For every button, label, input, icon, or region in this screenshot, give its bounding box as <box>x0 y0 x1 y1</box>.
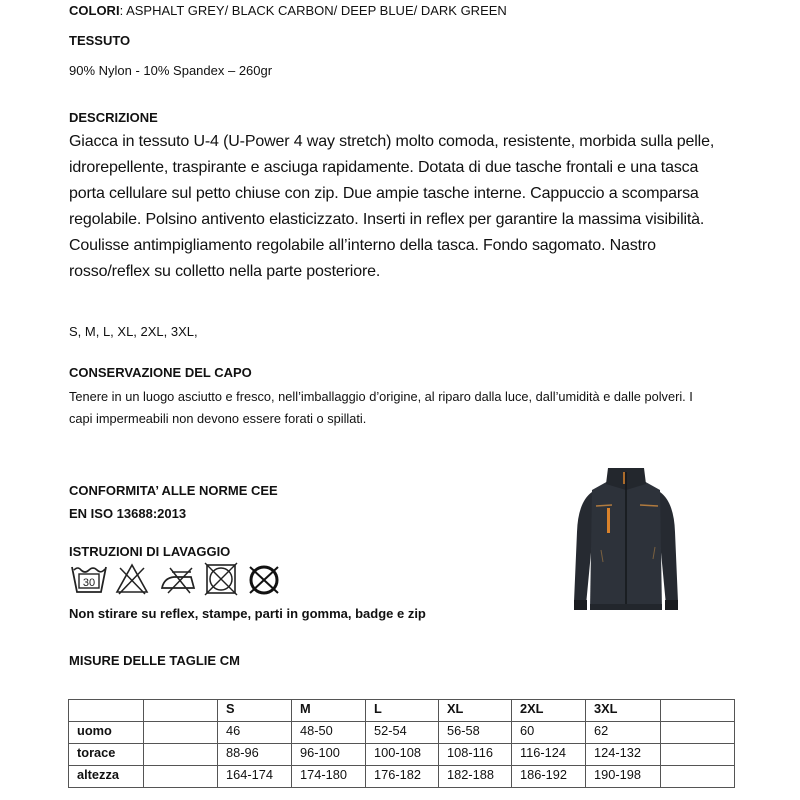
description-heading: DESCRIZIONE <box>69 110 158 125</box>
description-line: regolabile. Polsino antivento elasticizzato. Inserti in reflex per garantire la massima visibilità. <box>69 211 705 228</box>
description-line: Giacca in tessuto U-4 (U-Power 4 way stretch) molto comoda, resistente, morbida sulla pelle, <box>69 133 715 150</box>
jacket-image <box>570 462 682 624</box>
table-cell <box>144 722 218 744</box>
size-table-header-row <box>69 700 735 722</box>
header-cell <box>661 700 735 722</box>
care-heading: CONSERVAZIONE DEL CAPO <box>69 365 252 380</box>
table-cell: 182-188 <box>439 766 512 788</box>
wash-30-icon <box>70 562 108 596</box>
description-line: Coulisse antimpigliamento regolabile all’interno della tasca. Fondo sagomato. Nastro <box>69 237 656 254</box>
table-cell: 174-180 <box>292 766 366 788</box>
washing-heading: ISTRUZIONI DI LAVAGGIO <box>69 544 231 559</box>
header-cell-s: S <box>218 700 292 722</box>
table-cell: 56-58 <box>439 722 512 744</box>
no-bleach-icon <box>114 562 150 596</box>
table-cell: 48-50 <box>292 722 366 744</box>
table-cell: 190-198 <box>586 766 661 788</box>
fabric-composition: 90% Nylon - 10% Spandex – 260gr <box>69 63 273 78</box>
table-row-uomo <box>69 722 735 744</box>
description-text <box>69 129 769 285</box>
table-cell: 52-54 <box>366 722 439 744</box>
no-dry-clean-icon <box>246 562 282 598</box>
compliance-heading: CONFORMITA’ ALLE NORME CEE <box>69 483 278 498</box>
description-line: porta cellulare sul petto chiuse con zip. Due ampie tasche interne. Cappuccio a scomparsa <box>69 185 699 202</box>
no-iron-icon <box>158 562 198 596</box>
available-sizes: S, M, L, XL, 2XL, 3XL, <box>69 324 198 339</box>
table-cell: 62 <box>586 722 661 744</box>
size-table <box>68 699 735 788</box>
table-cell <box>144 766 218 788</box>
care-text <box>69 386 693 430</box>
header-cell-l: L <box>366 700 439 722</box>
table-row-torace <box>69 744 735 766</box>
table-cell: 124-132 <box>586 744 661 766</box>
colors-value: : ASPHALT GREY/ BLACK CARBON/ DEEP BLUE/ DARK GREEN <box>119 3 507 18</box>
table-cell: 60 <box>512 722 586 744</box>
table-cell: 46 <box>218 722 292 744</box>
table-row-altezza <box>69 766 735 788</box>
table-cell <box>661 766 735 788</box>
header-cell <box>69 700 144 722</box>
header-cell <box>144 700 218 722</box>
fabric-heading: TESSUTO <box>69 33 131 48</box>
description-line: idrorepellente, traspirante e asciuga rapidamente. Dotata di due tasche frontali e una tasca <box>69 159 699 176</box>
row-label: uomo <box>69 722 144 744</box>
table-cell: 88-96 <box>218 744 292 766</box>
row-label: altezza <box>69 766 144 788</box>
colors-label: COLORI <box>69 3 120 18</box>
compliance-standard: EN ISO 13688:2013 <box>69 506 187 521</box>
header-cell-3xl: 3XL <box>586 700 661 722</box>
table-cell: 164-174 <box>218 766 292 788</box>
table-cell <box>661 722 735 744</box>
row-label: torace <box>69 744 144 766</box>
table-cell: 186-192 <box>512 766 586 788</box>
svg-text:30: 30 <box>82 577 96 589</box>
header-cell-xl: XL <box>439 700 512 722</box>
table-cell: 100-108 <box>366 744 439 766</box>
care-line: Tenere in un luogo asciutto e fresco, nell’imballaggio d’origine, al riparo dalla luce, dall’umidità e dalle polveri. I <box>69 389 693 404</box>
size-table-heading: MISURE DELLE TAGLIE CM <box>69 653 240 668</box>
table-cell: 116-124 <box>512 744 586 766</box>
table-cell: 176-182 <box>366 766 439 788</box>
header-cell-2xl: 2XL <box>512 700 586 722</box>
care-line: capi impermeabili non devono essere forati o spillati. <box>69 411 367 426</box>
no-tumble-dry-icon <box>204 562 238 596</box>
table-cell: 96-100 <box>292 744 366 766</box>
header-cell-m: M <box>292 700 366 722</box>
table-cell <box>661 744 735 766</box>
description-line: rosso/reflex su colletto nella parte posteriore. <box>69 263 381 280</box>
table-cell: 108-116 <box>439 744 512 766</box>
washing-note: Non stirare su reflex, stampe, parti in gomma, badge e zip <box>69 606 426 621</box>
colors-line <box>69 3 507 18</box>
table-cell <box>144 744 218 766</box>
